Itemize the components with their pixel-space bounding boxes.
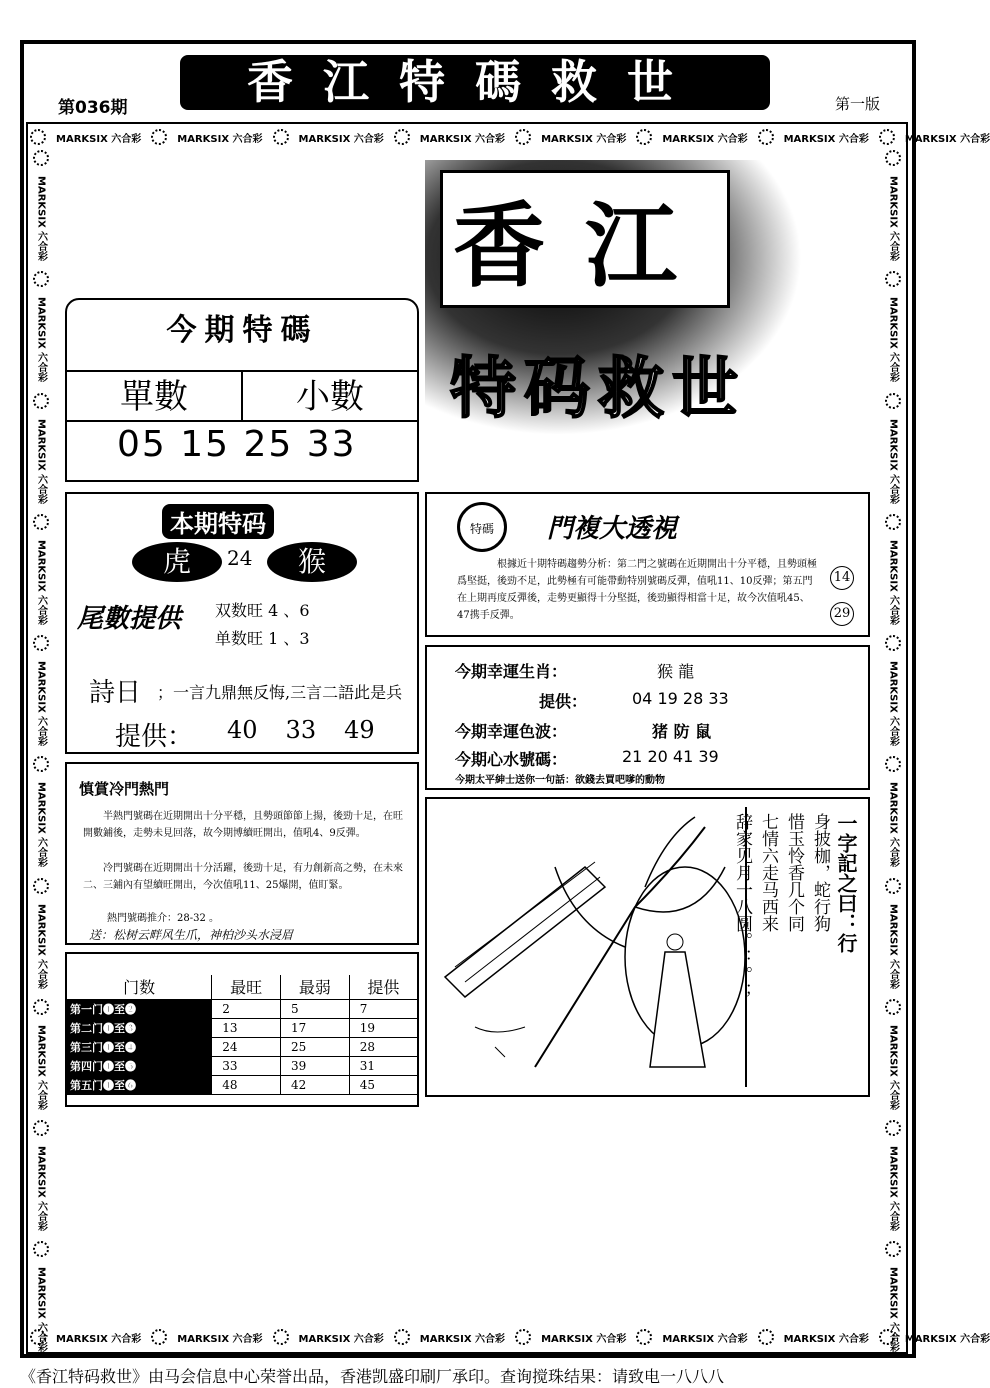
provide-numbers xyxy=(227,716,375,744)
lucky-zodiac-label: 今期幸運生肖： xyxy=(455,662,568,681)
illustration-box xyxy=(425,797,870,1097)
even-line: 双数旺 4 、6 xyxy=(215,601,310,620)
strip-text: MARKSIX 六合彩 xyxy=(662,133,748,145)
this-period-box xyxy=(65,492,419,754)
table-cell: 第二门❶至❸ xyxy=(67,1018,212,1037)
flower-icon xyxy=(33,271,49,287)
strip-text: MARKSIX 六合彩 xyxy=(887,418,899,504)
hot-cold-title: 慎賞冷門熱門 xyxy=(79,780,170,798)
this-period-title: 本期特码 xyxy=(162,504,274,539)
flower-icon xyxy=(885,1241,901,1257)
today-code-numbers: 05 15 25 33 xyxy=(117,424,357,465)
circled-number: 29 xyxy=(830,602,854,626)
flower-icon xyxy=(636,1329,652,1345)
strip-text: MARKSIX 六合彩 xyxy=(904,1333,990,1345)
strip-text: MARKSIX 六合彩 xyxy=(783,133,869,145)
strip-text: MARKSIX 六合彩 xyxy=(35,297,47,383)
flower-icon xyxy=(758,129,774,145)
hot-cold-box xyxy=(65,762,419,945)
hero-subtitle: 特码救世 xyxy=(450,350,746,427)
gate-title: 門複大透視 xyxy=(547,514,678,544)
flower-icon xyxy=(151,129,167,145)
column-header: 门数 xyxy=(67,975,212,999)
lucky-box xyxy=(425,645,870,790)
today-code-right: 小數 xyxy=(241,372,417,420)
lucky-provide-label: 提供： xyxy=(539,692,588,711)
magnifier-icon: 特碼 xyxy=(457,502,507,552)
provide-number: 49 xyxy=(344,716,375,744)
hot-cold-send: 送：松树云畔风生爪，神柏沙头水浸眉 xyxy=(89,928,294,942)
strip-text: MARKSIX 六合彩 xyxy=(35,903,47,989)
heart-label: 今期心水號碼： xyxy=(455,750,568,769)
provide-label: 提供： xyxy=(115,722,194,752)
hot-cold-p2: 冷門號碼在近期開出十分活躍，後勁十足，有力創新高之勢，在未來二、三鋪內有望續旺開出，今次值吼11、25爆開，值盯緊。 xyxy=(83,863,403,891)
strip-text: MARKSIX 六合彩 xyxy=(35,661,47,747)
table-cell: 39 xyxy=(281,1056,350,1075)
strip-text: MARKSIX 六合彩 xyxy=(35,782,47,868)
flower-icon xyxy=(30,129,46,145)
today-code-title: 今期特碼 xyxy=(166,313,319,348)
flower-icon xyxy=(758,1329,774,1345)
strip-text: MARKSIX 六合彩 xyxy=(662,1333,748,1345)
lucky-color: 猪 防 鼠 xyxy=(652,722,712,741)
hero-title: 香江 xyxy=(440,170,730,308)
scholar-illustration xyxy=(435,807,735,1087)
flower-icon xyxy=(885,999,901,1015)
table-cell: 第四门❶至❺ xyxy=(67,1056,212,1075)
hero-banner xyxy=(425,160,870,485)
lucky-note: 今期太平紳士送你一句話：欲錢去買吧嗲的動物 xyxy=(455,775,665,786)
hot-cold-p3: 熱門號碼推介：28-32 。 xyxy=(107,913,220,924)
strip-text: MARKSIX 六合彩 xyxy=(56,133,142,145)
flower-icon xyxy=(33,393,49,409)
flower-icon xyxy=(394,1329,410,1345)
strip-text: MARKSIX 六合彩 xyxy=(887,1024,899,1111)
table-cell: 28 xyxy=(349,1037,417,1056)
strip-text: MARKSIX 六合彩 xyxy=(35,539,47,626)
strip-text: MARKSIX 六合彩 xyxy=(56,1333,142,1345)
hot-cold-p1: 半熱門號碼在近期開出十分平穩，且勢頭節節上揚，後勁十足，在旺開數鋪後，走勢未見回落，故今期博續旺開出，值吼4、9反彈。 xyxy=(83,811,403,839)
right-pattern-strip xyxy=(882,150,904,1353)
table-row xyxy=(67,1037,417,1056)
table-cell: 45 xyxy=(349,1075,417,1094)
today-code-left: 單數 xyxy=(120,377,188,417)
strip-text: MARKSIX 六合彩 xyxy=(35,1267,47,1353)
yizi-line: 七情六走马西来 xyxy=(758,813,778,932)
table-cell: 第五门❶至❻ xyxy=(67,1075,212,1094)
strip-text: MARKSIX 六合彩 xyxy=(35,176,47,262)
lucky-zodiac: 猴 龍 xyxy=(657,662,695,681)
strip-text: MARKSIX 六合彩 xyxy=(887,297,899,383)
masthead-title: 香江特碼救世 xyxy=(180,55,770,110)
table-cell: 48 xyxy=(212,1075,281,1094)
period-number: 24 xyxy=(227,546,253,570)
strip-text: MARKSIX 六合彩 xyxy=(298,1333,384,1345)
edition-label: 第一版 xyxy=(835,95,881,113)
flower-icon xyxy=(33,514,49,530)
circled-number: 14 xyxy=(830,566,854,590)
left-pattern-strip xyxy=(30,150,52,1353)
today-code-row xyxy=(67,370,417,422)
table-cell: 19 xyxy=(349,1018,417,1037)
strip-text: MARKSIX 六合彩 xyxy=(541,1333,627,1345)
table-row xyxy=(67,1056,417,1075)
yizi-line: 身披枷，蛇行狗 xyxy=(810,813,830,932)
strip-text: MARKSIX 六合彩 xyxy=(887,782,899,868)
flower-icon xyxy=(33,999,49,1015)
poem-label: 詩日 xyxy=(89,678,142,708)
provide-number: 40 xyxy=(227,716,258,744)
strip-text: MARKSIX 六合彩 xyxy=(35,418,47,504)
column-header: 最弱 xyxy=(281,975,350,999)
lucky-provide-numbers: 04 19 28 33 xyxy=(632,689,729,708)
table-cell: 31 xyxy=(349,1056,417,1075)
flower-icon xyxy=(885,514,901,530)
gate-analysis-box xyxy=(425,492,870,637)
flower-icon xyxy=(394,129,410,145)
lucky-color-label: 今期幸運色波： xyxy=(455,722,568,741)
yizi-line: 惜玉怜香几个同 xyxy=(784,813,804,932)
strip-text: MARKSIX 六合彩 xyxy=(887,176,899,262)
table-row xyxy=(67,1018,417,1037)
table-row xyxy=(67,1075,417,1094)
footer-text: 《香江特码救世》由马会信息中心荣誉出品，香港凯盛印刷厂承印。查询搅珠结果：请致电一八八八 xyxy=(20,1367,725,1386)
flower-icon xyxy=(885,150,901,166)
flower-icon xyxy=(33,878,49,894)
table-cell: 第一门❶至❷ xyxy=(67,999,212,1018)
strip-text: MARKSIX 六合彩 xyxy=(35,1146,47,1232)
strip-text: MARKSIX 六合彩 xyxy=(904,133,990,145)
column-header: 提供 xyxy=(349,975,417,999)
table-header-row xyxy=(67,975,417,999)
strip-text: MARKSIX 六合彩 xyxy=(177,133,263,145)
flower-icon xyxy=(515,1329,531,1345)
strip-text: MARKSIX 六合彩 xyxy=(177,1333,263,1345)
flower-icon xyxy=(33,1120,49,1136)
yizi-line: 辞家见月一八圆。：。； xyxy=(732,813,752,1000)
poem-text: ；一言九鼎無反悔,三言二語此是兵 xyxy=(157,683,403,702)
top-pattern-strip xyxy=(30,126,990,148)
strip-text: MARKSIX 六合彩 xyxy=(887,903,899,989)
flower-icon xyxy=(885,635,901,651)
table-cell: 33 xyxy=(212,1056,281,1075)
flower-icon xyxy=(885,1120,901,1136)
flower-icon xyxy=(33,756,49,772)
flower-icon xyxy=(885,756,901,772)
stats-table xyxy=(67,975,417,1095)
flower-icon xyxy=(885,393,901,409)
provide-number: 33 xyxy=(285,716,317,744)
strip-text: MARKSIX 六合彩 xyxy=(783,1333,869,1345)
flower-icon xyxy=(273,1329,289,1345)
yizi-poem xyxy=(732,807,865,1087)
flower-icon xyxy=(515,129,531,145)
flower-icon xyxy=(636,129,652,145)
tail-label: 尾數提供 xyxy=(77,604,182,634)
table-cell: 7 xyxy=(349,999,417,1018)
flower-icon xyxy=(885,271,901,287)
flower-icon xyxy=(273,129,289,145)
table-cell: 42 xyxy=(281,1075,350,1094)
strip-text: MARKSIX 六合彩 xyxy=(541,133,627,145)
table-cell: 13 xyxy=(212,1018,281,1037)
table-cell: 2 xyxy=(212,999,281,1018)
column-header: 最旺 xyxy=(212,975,281,999)
table-cell: 17 xyxy=(281,1018,350,1037)
strip-text: MARKSIX 六合彩 xyxy=(35,1024,47,1111)
strip-text: MARKSIX 六合彩 xyxy=(419,1333,506,1345)
strip-text: MARKSIX 六合彩 xyxy=(419,133,506,145)
flower-icon xyxy=(33,150,49,166)
yizi-title: 一字記之曰：行 xyxy=(834,813,858,953)
table-cell: 第三门❶至❹ xyxy=(67,1037,212,1056)
strip-text: MARKSIX 六合彩 xyxy=(887,661,899,747)
bottom-pattern-strip xyxy=(30,1326,990,1348)
strip-text: MARKSIX 六合彩 xyxy=(298,133,384,145)
zodiac-left: 虎 xyxy=(132,542,222,582)
heart-numbers: 21 20 41 39 xyxy=(622,747,719,766)
odd-line: 单数旺 1 、3 xyxy=(215,629,310,648)
table-cell: 25 xyxy=(281,1037,350,1056)
flower-icon xyxy=(885,878,901,894)
gate-text: 根據近十期特碼趨勢分析：第二門之號碼在近期開出十分平穩，且勢頭極爲堅挺，後勁不足，此勢極有可能帶動特別號碼反彈，值吼11、10反彈；第五門在上期再度反彈後，走勢更顯得十分堅挺，後勁顯得相當十足，故今次值吼45、47携手反彈。 xyxy=(457,559,817,621)
table-cell: 24 xyxy=(212,1037,281,1056)
flower-icon xyxy=(879,129,895,145)
issue-number: 第036期 xyxy=(58,98,128,118)
zodiac-right: 猴 xyxy=(267,542,357,582)
strip-text: MARKSIX 六合彩 xyxy=(887,1146,899,1232)
table-cell: 5 xyxy=(281,999,350,1018)
flower-icon xyxy=(33,635,49,651)
strip-text: MARKSIX 六合彩 xyxy=(887,539,899,626)
flower-icon xyxy=(33,1241,49,1257)
table-row xyxy=(67,999,417,1018)
strip-text: MARKSIX 六合彩 xyxy=(887,1267,899,1353)
flower-icon xyxy=(151,1329,167,1345)
